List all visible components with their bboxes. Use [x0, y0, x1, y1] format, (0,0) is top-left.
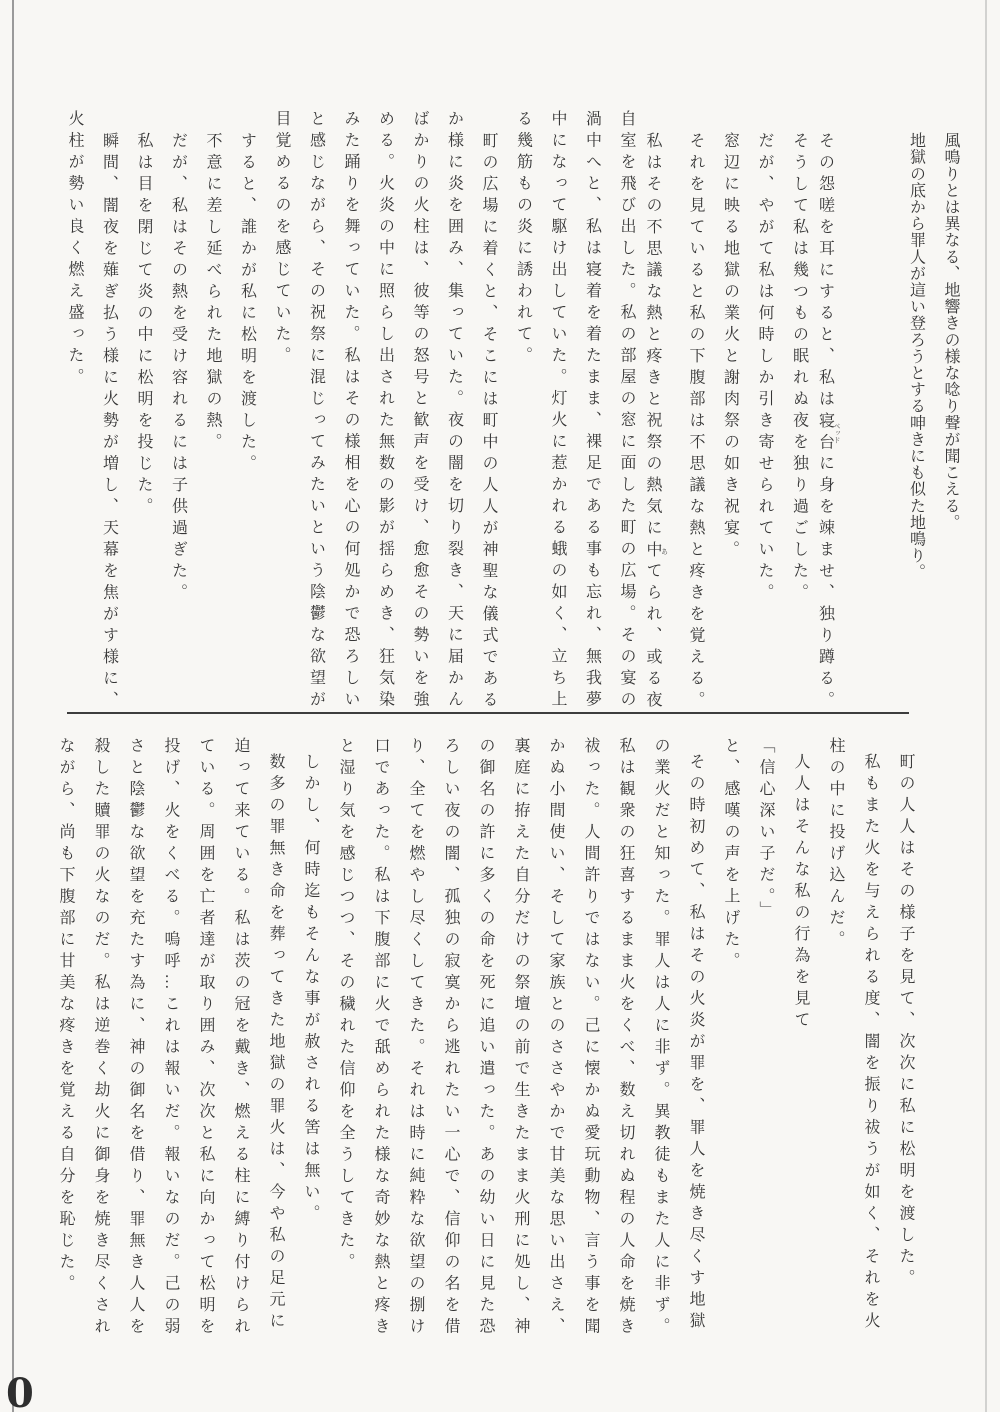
text-column: その怨嗟を耳にすると、私は寝台 ベッドに身を竦ませ、独り蹲る。: [816, 132, 841, 713]
section-divider: [67, 712, 909, 714]
text-column: 口であった。私は下腹部に火で舐められた様な奇妙な熱と疼き: [372, 737, 389, 1339]
text-column: だが、私はその熱を受け容れるには子供過ぎた。: [169, 132, 187, 605]
text-column: ながら、尚も下腹部に甘美な疼きを覚える自分を恥じた。: [57, 737, 74, 1296]
text-column: ばかりの火柱は、彼等の怒号と歓声を受け、愈愈その勢いを強: [411, 110, 428, 712]
text-column: か様に炎を囲み、集っていた。夜の闇を切り裂き、天に届かん: [445, 110, 463, 712]
text-column: り、全てを燃やし尽くしてきた。それは時に純粋な欲望の捌け: [407, 737, 424, 1339]
text-column: さと陰鬱な欲望を充たす為に、神の御名を借り、罪無き人人を: [127, 737, 144, 1339]
text-column: だが、やがて私は何時しか引き寄せられていた。: [756, 132, 773, 605]
text-column: みた踊りを舞っていた。私はその様相を心の何処かで恐ろしい: [342, 110, 359, 712]
text-column: 人人はそんな私の行為を見て: [792, 753, 809, 1033]
text-column: 私はその不思議な熱と疼きと祝祭の熱気に中 あてられ、或る夜: [644, 132, 669, 713]
text-column: 渦中へと、私は寝着を着たまま、裸足である事も忘れ、無我夢: [583, 110, 601, 712]
text-column: 不意に差し延べられた地獄の熱。: [204, 132, 221, 455]
page-left-edge-line: [12, 0, 14, 1412]
ruby-annotated-text: 中 あ: [644, 540, 669, 562]
text-column: と湿り気を感じつつ、その穢れた信仰を全うしてきた。: [337, 737, 354, 1275]
text-column: 数多の罪無き命を葬ってきた地獄の罪火は、今や私の足元に: [267, 753, 284, 1334]
text-column: ろしい夜の闇、孤独の寂寞から逃れたい一心で、信仰の名を借: [442, 737, 459, 1339]
text-column: 町の人人はその様子を見て、次次に私に松明を渡した。: [897, 753, 914, 1291]
text-column: 風鳴りとは異なる、地響きの様な唸り聲が聞こえる。: [942, 132, 959, 531]
text-column: と感じながら、その祝祭に混じってみたいという陰鬱な欲望が: [307, 110, 325, 712]
text-column: 窓辺に映る地獄の業火と謝肉祭の如き祝宴。: [721, 132, 739, 562]
text-column: すると、誰かが私に松明を渡した。: [238, 132, 256, 476]
page-number: 0: [6, 1370, 34, 1412]
text-column: 火柱が勢い良く燃え盛った。: [66, 110, 83, 390]
text-column: 柱の中に投げ込んだ。: [827, 737, 844, 952]
text-column: 殺した贖罪の火なのだ。私は逆巻く劫火に御身を焼き尽くされ: [92, 737, 109, 1339]
text-column: 地獄の底から罪人が這い登ろうとする呻きにも似た地鳴り。: [907, 132, 925, 581]
page-right-edge-line: [985, 0, 987, 1412]
text-column: それを見ていると私の下腹部は不思議な熱と疼きを覚える。: [687, 132, 704, 713]
text-column: 瞬間、闇夜を薙ぎ払う様に火勢が増し、天幕を焦がす様に、: [100, 132, 118, 713]
text-column: る幾筋もの炎に誘われて。: [514, 110, 532, 368]
text-column: 祓った。人間許りではない。己に懐かぬ愛玩動物、言う事を聞: [582, 737, 599, 1339]
text-column: 「信心深い子だ。」: [757, 737, 774, 923]
text-column: と、感嘆の声を上げた。: [722, 737, 739, 974]
text-column: 私は観衆の狂喜するまま火をくべ、数え切れぬ程の人命を焼き: [617, 737, 634, 1339]
text-column: ている。周囲を亡者達が取り囲み、次次と私に向かって松明を: [197, 737, 214, 1339]
text-column: 迫って来ている。私は茨の冠を戴き、燃える柱に縛り付けられ: [232, 737, 249, 1339]
ruby-annotated-text: 寝台 ベッド: [816, 411, 841, 455]
text-column: 投げ、火をくべる。嗚呼…これは報いだ。報いなのだ。己の弱: [162, 737, 179, 1339]
text-column: 目覚めるのを感じていた。: [273, 110, 290, 368]
text-column: 自室を飛び出した。私の部屋の窓に面した町の広場。その宴の: [618, 110, 635, 712]
text-column: 中になって駆け出していた。灯火に惹かれる蛾の如く、立ち上: [549, 110, 566, 712]
text-column: める。火炎の中に照らし出された無数の影が揺らめき、狂気染: [376, 110, 394, 712]
text-column: 町の広場に着くと、そこには町中の人人が神聖な儀式である: [480, 132, 497, 713]
text-column: しかし、何時迄もそんな事が赦される筈は無い。: [302, 753, 319, 1226]
text-column: 私もまた火を与えられる度、闇を振り祓うが如く、それを火: [862, 753, 879, 1334]
text-column: かぬ小間使い、そして家族とのささやかで甘美な思い出さえ、: [547, 737, 564, 1339]
text-column: その時初めて、私はその火炎が罪を、罪人を焼き尽くす地獄: [687, 753, 704, 1334]
text-column: 私は目を閉じて炎の中に松明を投じた。: [135, 132, 152, 519]
text-column: そうして私は幾つもの眠れぬ夜を独り過ごした。: [790, 132, 808, 605]
text-column: の御名の許に多くの命を死に追い遣った。あの幼い日に見た恐: [477, 737, 494, 1339]
text-column: の業火だと知った。罪人は人に非ず。異教徒もまた人に非ず。: [652, 737, 669, 1339]
text-column: 裏庭に拵えた自分だけの祭壇の前で生きたまま火刑に処し、神: [512, 737, 529, 1339]
